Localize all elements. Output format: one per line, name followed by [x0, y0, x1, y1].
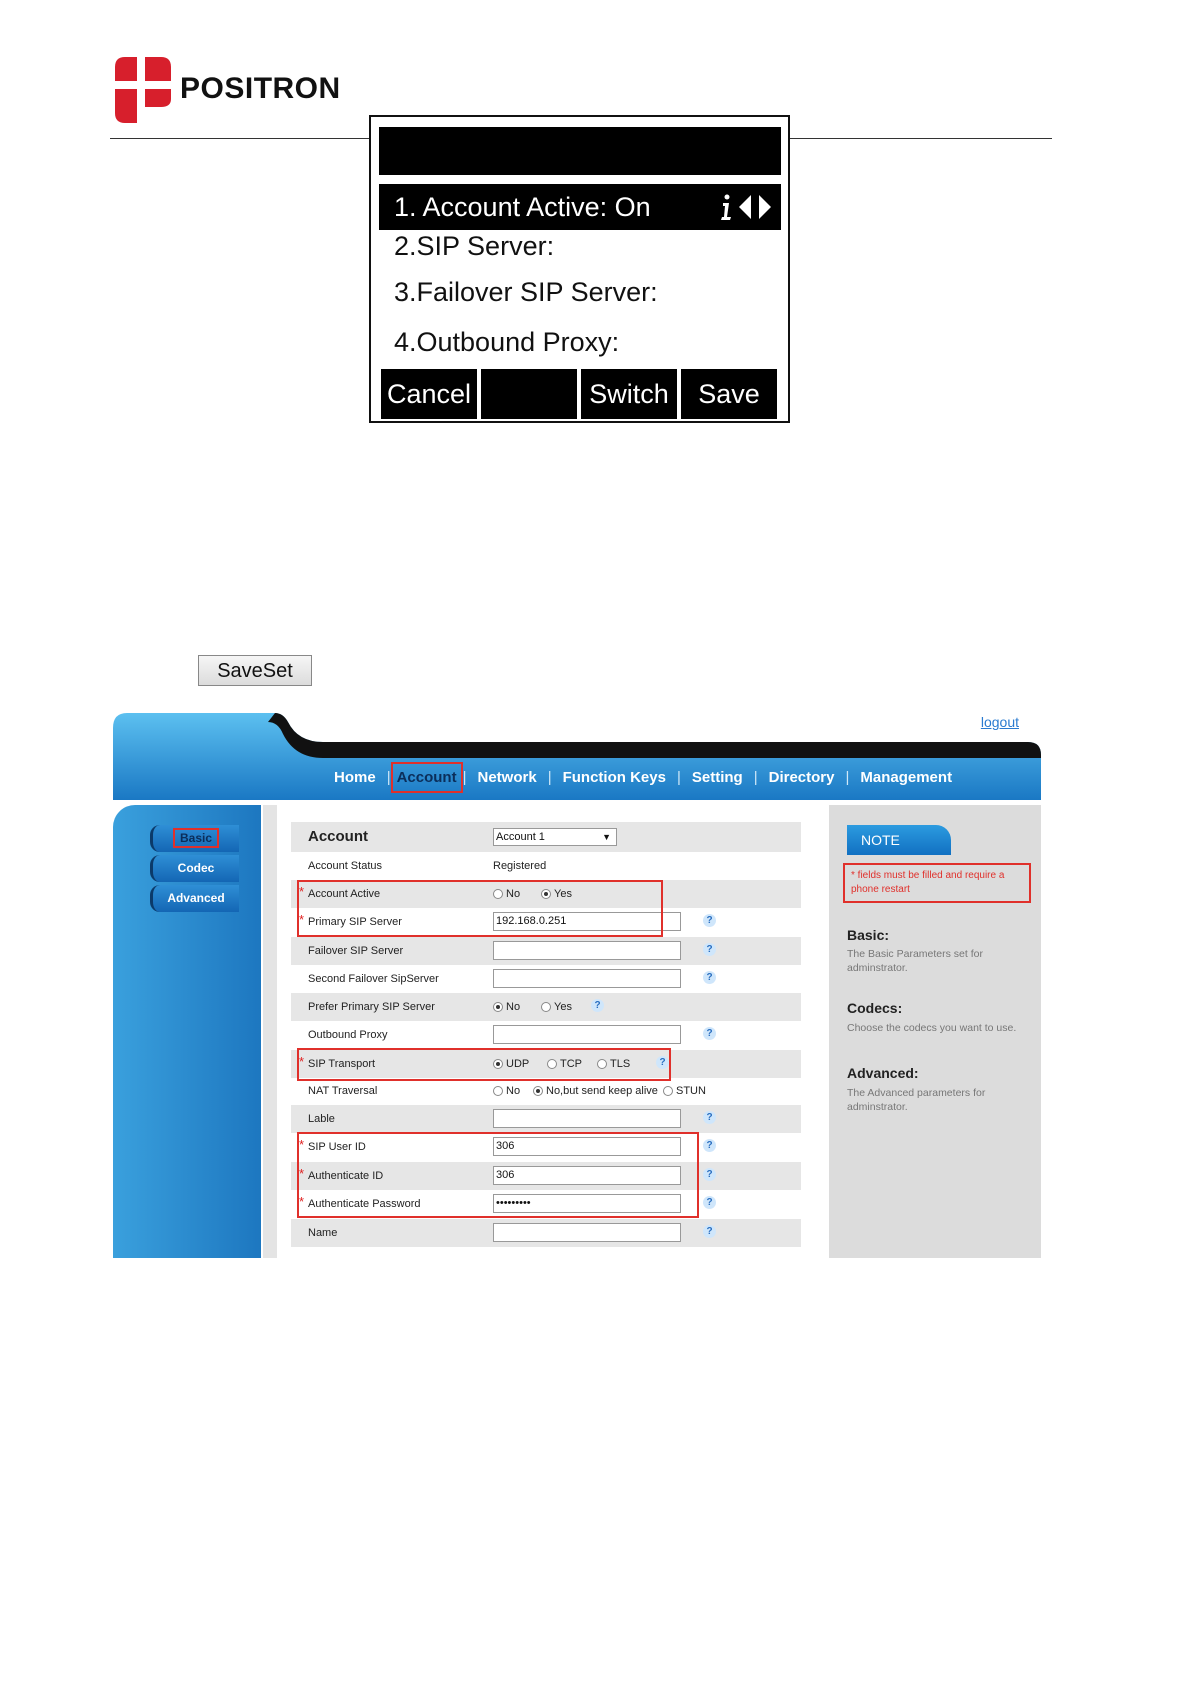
required-star: * [299, 884, 305, 899]
nav-separator: | [753, 769, 758, 786]
required-star: * [299, 1137, 305, 1152]
account-form [263, 805, 827, 1258]
help-icon[interactable]: ? [703, 1139, 716, 1152]
nav-separator: | [547, 769, 552, 786]
account-status-row [291, 852, 801, 880]
nav-setting[interactable]: Setting [691, 769, 743, 786]
highlight-credentials [297, 1132, 699, 1218]
right-arrow-icon[interactable] [757, 193, 773, 221]
lcd-softkey-switch[interactable]: Switch [581, 369, 677, 419]
second-failover-row [291, 965, 801, 993]
sip-user-id-input[interactable]: 306 [493, 1137, 681, 1156]
radio-label: No [506, 1085, 521, 1097]
radio-label: Yes [554, 1001, 572, 1013]
nav-function-keys[interactable]: Function Keys [562, 769, 666, 786]
lcd-title-bar [379, 127, 781, 175]
auth-password-input[interactable]: ••••••••• [493, 1194, 681, 1213]
form-header-label: Account [308, 828, 368, 845]
radio-circle [493, 1002, 503, 1012]
lcd-softkey-cancel[interactable]: Cancel [381, 369, 477, 419]
note-advanced-heading: Advanced: [847, 1065, 919, 1081]
sidebar-tab-label: Basic [173, 828, 219, 848]
help-icon[interactable]: ? [656, 1056, 669, 1069]
note-badge: NOTE [847, 825, 951, 855]
help-icon[interactable]: ? [703, 1196, 716, 1209]
sip-user-id-label: SIP User ID [308, 1141, 366, 1153]
lcd-menu-item-sip-server[interactable]: 2.SIP Server: [394, 231, 555, 261]
failover-sip-input[interactable] [493, 941, 681, 960]
required-star: * [299, 1054, 305, 1069]
account-status-label: Account Status [308, 860, 382, 872]
radio-circle [493, 1086, 503, 1096]
sidebar-tab-codec[interactable]: Codec [150, 855, 239, 882]
failover-sip-row [291, 937, 801, 965]
lcd-row-icons [719, 184, 773, 230]
radio-label: TCP [560, 1058, 582, 1070]
sidebar-tab-basic[interactable] [150, 825, 239, 852]
nav-separator: | [386, 769, 391, 786]
brand-name: POSITRON [180, 72, 341, 105]
auth-id-input[interactable]: 306 [493, 1166, 681, 1185]
sidebar [113, 805, 261, 1258]
account-active-label: Account Active [308, 888, 381, 900]
help-icon[interactable]: ? [703, 1111, 716, 1124]
web-admin-ui [113, 710, 1041, 1258]
prefer-primary-yes-radio[interactable] [541, 1001, 572, 1013]
nav-management[interactable]: Management [860, 769, 953, 786]
outbound-proxy-input[interactable] [493, 1025, 681, 1044]
help-icon[interactable]: ? [703, 1027, 716, 1040]
main-nav [113, 755, 1041, 800]
help-icon[interactable]: ? [591, 999, 604, 1012]
note-advanced-text: The Advanced parameters for adminstrator. [847, 1087, 986, 1113]
primary-sip-label: Primary SIP Server [308, 916, 402, 928]
lcd-menu-item-account-active[interactable] [379, 184, 781, 230]
lcd-softkey-empty[interactable] [481, 369, 577, 419]
sidebar-tab-advanced[interactable]: Advanced [150, 885, 239, 912]
lable-row [291, 1105, 801, 1133]
note-panel [829, 805, 1041, 1258]
radio-label: No [506, 1001, 521, 1013]
highlight-account-sip-server [297, 880, 663, 937]
name-row [291, 1219, 801, 1247]
sip-transport-label: SIP Transport [308, 1058, 376, 1070]
name-input[interactable] [493, 1223, 681, 1242]
prefer-primary-no-radio[interactable] [493, 1001, 520, 1013]
radio-circle [533, 1086, 543, 1096]
prefer-primary-row [291, 993, 801, 1021]
lable-input[interactable] [493, 1109, 681, 1128]
radio-label: UDP [506, 1058, 530, 1070]
radio-label: No,but send keep alive [546, 1085, 658, 1097]
nav-separator: | [462, 769, 467, 786]
prefer-primary-label: Prefer Primary SIP Server [308, 1001, 435, 1013]
help-icon[interactable]: ? [703, 1225, 716, 1238]
nat-keepalive-radio[interactable] [533, 1085, 658, 1097]
nav-directory[interactable]: Directory [768, 769, 835, 786]
nat-traversal-row [291, 1077, 801, 1105]
lcd-menu-item-label: 1. Account Active: On [394, 192, 651, 222]
outbound-proxy-label: Outbound Proxy [308, 1029, 388, 1041]
help-icon[interactable]: ? [703, 1168, 716, 1181]
nav-network[interactable]: Network [477, 769, 537, 786]
lcd-menu-item-outbound-proxy[interactable]: 4.Outbound Proxy: [394, 327, 620, 357]
lcd-softkey-save[interactable]: Save [681, 369, 777, 419]
required-star: * [299, 1166, 305, 1181]
auth-id-label: Authenticate ID [308, 1170, 384, 1182]
left-arrow-icon[interactable] [737, 193, 753, 221]
auth-password-label: Authenticate Password [308, 1198, 421, 1210]
lable-label: Lable [308, 1113, 335, 1125]
phone-lcd-screen [369, 115, 790, 423]
note-codecs-heading: Codecs: [847, 1000, 903, 1016]
radio-circle [663, 1086, 673, 1096]
radio-label: TLS [610, 1058, 631, 1070]
failover-sip-label: Failover SIP Server [308, 945, 404, 957]
help-icon[interactable]: ? [703, 914, 716, 927]
nat-traversal-label: NAT Traversal [308, 1085, 378, 1097]
account-select[interactable] [493, 828, 617, 846]
help-icon[interactable]: ? [703, 971, 716, 984]
required-star: * [299, 1194, 305, 1209]
saveset-button[interactable]: SaveSet [198, 655, 312, 686]
lcd-menu-item-failover-sip-server[interactable]: 3.Failover SIP Server: [394, 277, 658, 307]
nat-no-radio[interactable] [493, 1085, 520, 1097]
nav-separator: | [676, 769, 681, 786]
nav-home[interactable]: Home [334, 769, 376, 786]
nav-account[interactable]: Account [391, 762, 463, 793]
radio-label: Yes [554, 888, 572, 900]
name-label: Name [308, 1227, 338, 1239]
note-basic-heading: Basic: [847, 927, 890, 943]
outbound-proxy-row [291, 1021, 801, 1049]
note-codecs-text: Choose the codecs you want to use. [847, 1022, 1017, 1034]
second-failover-label: Second Failover SipServer [308, 973, 439, 985]
required-star: * [299, 912, 305, 927]
note-required-warning: * fields must be filled and require a phone restart [843, 863, 1031, 903]
radio-label: No [506, 888, 521, 900]
second-failover-input[interactable] [493, 969, 681, 988]
info-icon [719, 193, 733, 221]
help-icon[interactable]: ? [703, 943, 716, 956]
primary-sip-input[interactable]: 192.168.0.251 [493, 912, 681, 931]
chevron-down-icon: ▼ [602, 832, 611, 842]
account-select-value: Account 1 [496, 831, 545, 843]
form-header-row [291, 822, 801, 852]
account-status-value: Registered [493, 860, 547, 872]
radio-label: STUN [676, 1085, 706, 1097]
nav-separator: | [845, 769, 850, 786]
highlight-sip-transport [297, 1048, 671, 1081]
nat-stun-radio[interactable] [663, 1085, 706, 1097]
radio-circle [541, 1002, 551, 1012]
positron-logo-icon [115, 57, 171, 123]
note-basic-text: The Basic Parameters set for adminstrator. [847, 948, 983, 974]
logout-link[interactable]: logout [980, 714, 1019, 730]
